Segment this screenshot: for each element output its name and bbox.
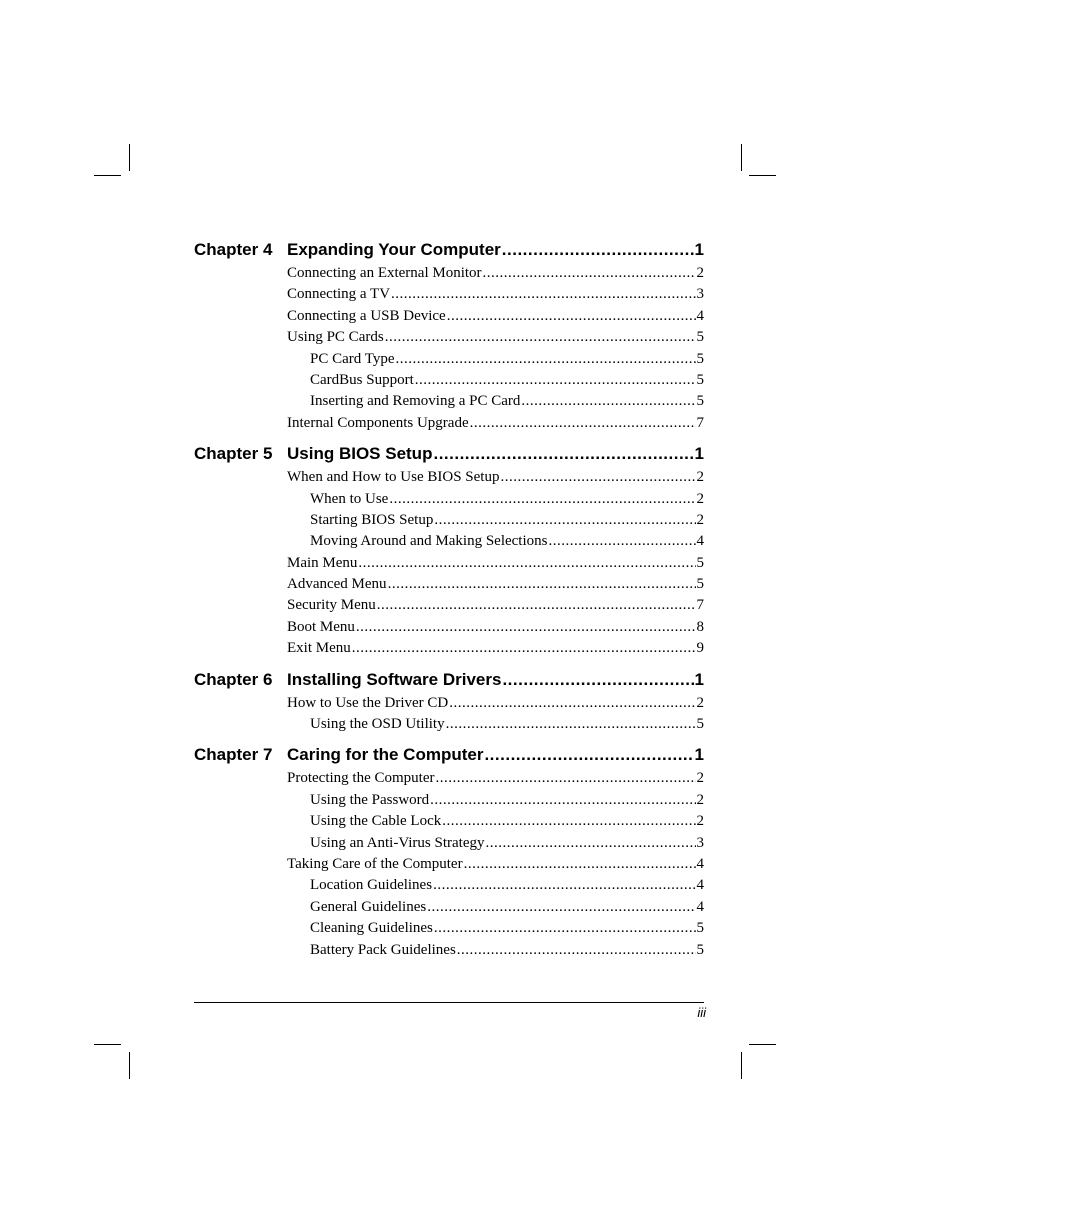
entry-page-number: 2 [696,511,704,528]
chapter-heading[interactable] [194,668,704,692]
crop-mark-top-left-horizontal [94,175,121,176]
chapter-title: Expanding Your Computer [287,240,501,259]
chapter-title: Caring for the Computer [287,745,484,765]
chapter-section [194,442,704,660]
toc-subentry[interactable] [310,510,704,531]
chapter-label: Chapter 7 [194,745,273,765]
dot-leader [502,668,693,692]
dot-leader [486,833,696,854]
dot-leader [391,284,695,305]
entry-page-number: 2 [696,813,704,830]
entry-page-number: 2 [696,770,704,787]
toc-entry[interactable] [287,284,704,305]
entry-title: Security Menu [287,597,376,614]
entry-title: When to Use [310,490,389,507]
entry-title: Location Guidelines [310,877,433,894]
dot-leader [433,875,695,896]
chapter-label: Chapter 4 [194,240,273,259]
toc-subentry[interactable] [310,489,704,510]
entry-page-number: 4 [696,855,704,872]
entry-title: Cleaning Guidelines [310,920,433,937]
chapter-heading[interactable] [194,743,704,767]
crop-mark-bottom-right-vertical [741,1052,742,1079]
entry-page-number: 3 [696,834,704,851]
dot-leader [464,854,696,875]
toc-entry[interactable] [287,854,704,875]
entry-page-number: 5 [696,329,704,346]
entry-title: Using the Password [310,791,430,808]
chapter-heading[interactable] [194,238,704,262]
chapter-label: Chapter 5 [194,444,273,464]
crop-mark-bottom-left-horizontal [94,1044,121,1045]
chapter-title: Installing Software Drivers [287,669,502,689]
toc-subentry[interactable] [310,349,704,370]
dot-leader [446,714,696,735]
dot-leader [434,918,696,939]
chapter-label: Chapter 6 [194,669,273,689]
dot-leader [389,489,695,510]
entry-page-number: 2 [696,469,704,486]
chapter-page-number: 1 [694,240,704,259]
entry-title: Inserting and Removing a PC Card [310,393,521,410]
entry-list [194,467,704,660]
dot-leader [388,574,696,595]
page-number: iii [697,1005,706,1020]
entry-page-number: 2 [696,265,704,281]
entry-title: Taking Care of the Computer [287,855,463,872]
entry-title: Battery Pack Guidelines [310,941,456,958]
dot-leader [427,897,695,918]
dot-leader [442,811,695,832]
dot-leader [457,940,696,961]
entry-title: Main Menu [287,554,358,571]
entry-page-number: 5 [696,941,704,958]
toc-subentry[interactable] [310,897,704,918]
toc-entry[interactable] [287,306,704,327]
crop-mark-bottom-right-horizontal [749,1044,776,1045]
toc-entry[interactable] [287,413,704,434]
entry-title: Using PC Cards [287,329,384,346]
crop-mark-bottom-left-vertical [129,1052,130,1079]
dot-leader [435,768,695,789]
entry-page-number: 3 [696,286,704,303]
toc-entry[interactable] [287,327,704,348]
entry-page-number: 9 [696,640,704,657]
toc-subentry[interactable] [310,940,704,961]
toc-entry[interactable] [287,638,704,659]
toc-entry[interactable] [287,768,704,789]
entry-title: Starting BIOS Setup [310,511,434,528]
toc-subentry[interactable] [310,833,704,854]
dot-leader [500,467,695,488]
entry-title: Exit Menu [287,640,351,657]
toc-subentry[interactable] [310,391,704,412]
dot-leader [548,531,695,552]
entry-page-number: 2 [696,791,704,808]
entry-title: Advanced Menu [287,576,387,593]
entry-title: Using the Cable Lock [310,813,442,830]
dot-leader [521,391,695,412]
toc-entry[interactable] [287,595,704,616]
entry-title: Using the OSD Utility [310,716,445,733]
toc-entry[interactable] [287,693,704,714]
footer-rule [194,1002,704,1003]
chapter-page-number: 1 [694,444,704,464]
toc-entry[interactable] [287,617,704,638]
dot-leader [396,349,696,370]
chapter-title: Using BIOS Setup [287,444,433,464]
entry-page-number: 5 [696,716,704,733]
entry-title: PC Card Type [310,350,395,367]
dot-leader [433,442,693,466]
toc-subentry[interactable] [310,811,704,832]
entry-list [194,263,704,434]
dot-leader [415,370,696,391]
entry-page-number: 4 [696,898,704,915]
chapter-section [194,668,704,736]
entry-page-number: 2 [696,490,704,507]
dot-leader [356,617,696,638]
dot-leader [470,413,696,434]
toc-subentry[interactable] [310,790,704,811]
dot-leader [449,693,695,714]
entry-title: Connecting an External Monitor [287,265,482,281]
entry-title: Boot Menu [287,618,355,635]
entry-page-number: 5 [696,371,704,388]
toc-entry[interactable] [287,467,704,488]
entry-title: Protecting the Computer [287,770,435,787]
entry-title: When and How to Use BIOS Setup [287,469,500,486]
dot-leader [385,327,696,348]
entry-page-number: 8 [696,618,704,635]
entry-title: Internal Components Upgrade [287,414,469,431]
dot-leader [430,790,695,811]
toc-subentry[interactable] [310,714,704,735]
crop-mark-top-right-horizontal [749,175,776,176]
dot-leader [483,263,696,284]
toc-subentry[interactable] [310,918,704,939]
toc-entry[interactable] [287,574,704,595]
entry-title: CardBus Support [310,371,414,388]
dot-leader [484,743,693,767]
entry-list [194,693,704,736]
toc-subentry[interactable] [310,875,704,896]
chapter-page-number: 1 [694,669,704,689]
entry-title: How to Use the Driver CD [287,694,449,711]
crop-mark-top-right-vertical [741,144,742,171]
crop-mark-top-left-vertical [129,144,130,171]
chapter-heading[interactable] [194,442,704,466]
dot-leader [447,306,696,327]
table-of-contents [194,238,704,969]
toc-subentry[interactable] [310,370,704,391]
entry-page-number: 5 [696,393,704,410]
entry-title: Connecting a USB Device [287,307,446,324]
entry-page-number: 4 [696,533,704,550]
entry-page-number: 5 [696,920,704,937]
entry-page-number: 2 [696,694,704,711]
chapter-section [194,743,704,961]
dot-leader [502,238,694,262]
entry-page-number: 4 [696,307,704,324]
toc-entry[interactable] [287,553,704,574]
entry-page-number: 7 [696,414,704,431]
entry-title: Moving Around and Making Selections [310,533,548,550]
dot-leader [352,638,696,659]
dot-leader [434,510,695,531]
entry-page-number: 5 [696,554,704,571]
toc-subentry[interactable] [310,531,704,552]
entry-page-number: 5 [696,576,704,593]
chapter-section [194,238,704,434]
chapter-page-number: 1 [694,745,704,765]
entry-title: Using an Anti-Virus Strategy [310,834,485,851]
entry-title: Connecting a TV [287,286,391,303]
entry-page-number: 4 [696,877,704,894]
dot-leader [377,595,696,616]
entry-title: General Guidelines [310,898,427,915]
entry-page-number: 5 [696,350,704,367]
entry-page-number: 7 [696,597,704,614]
toc-entry[interactable] [287,263,704,284]
entry-list [194,768,704,961]
dot-leader [358,553,695,574]
